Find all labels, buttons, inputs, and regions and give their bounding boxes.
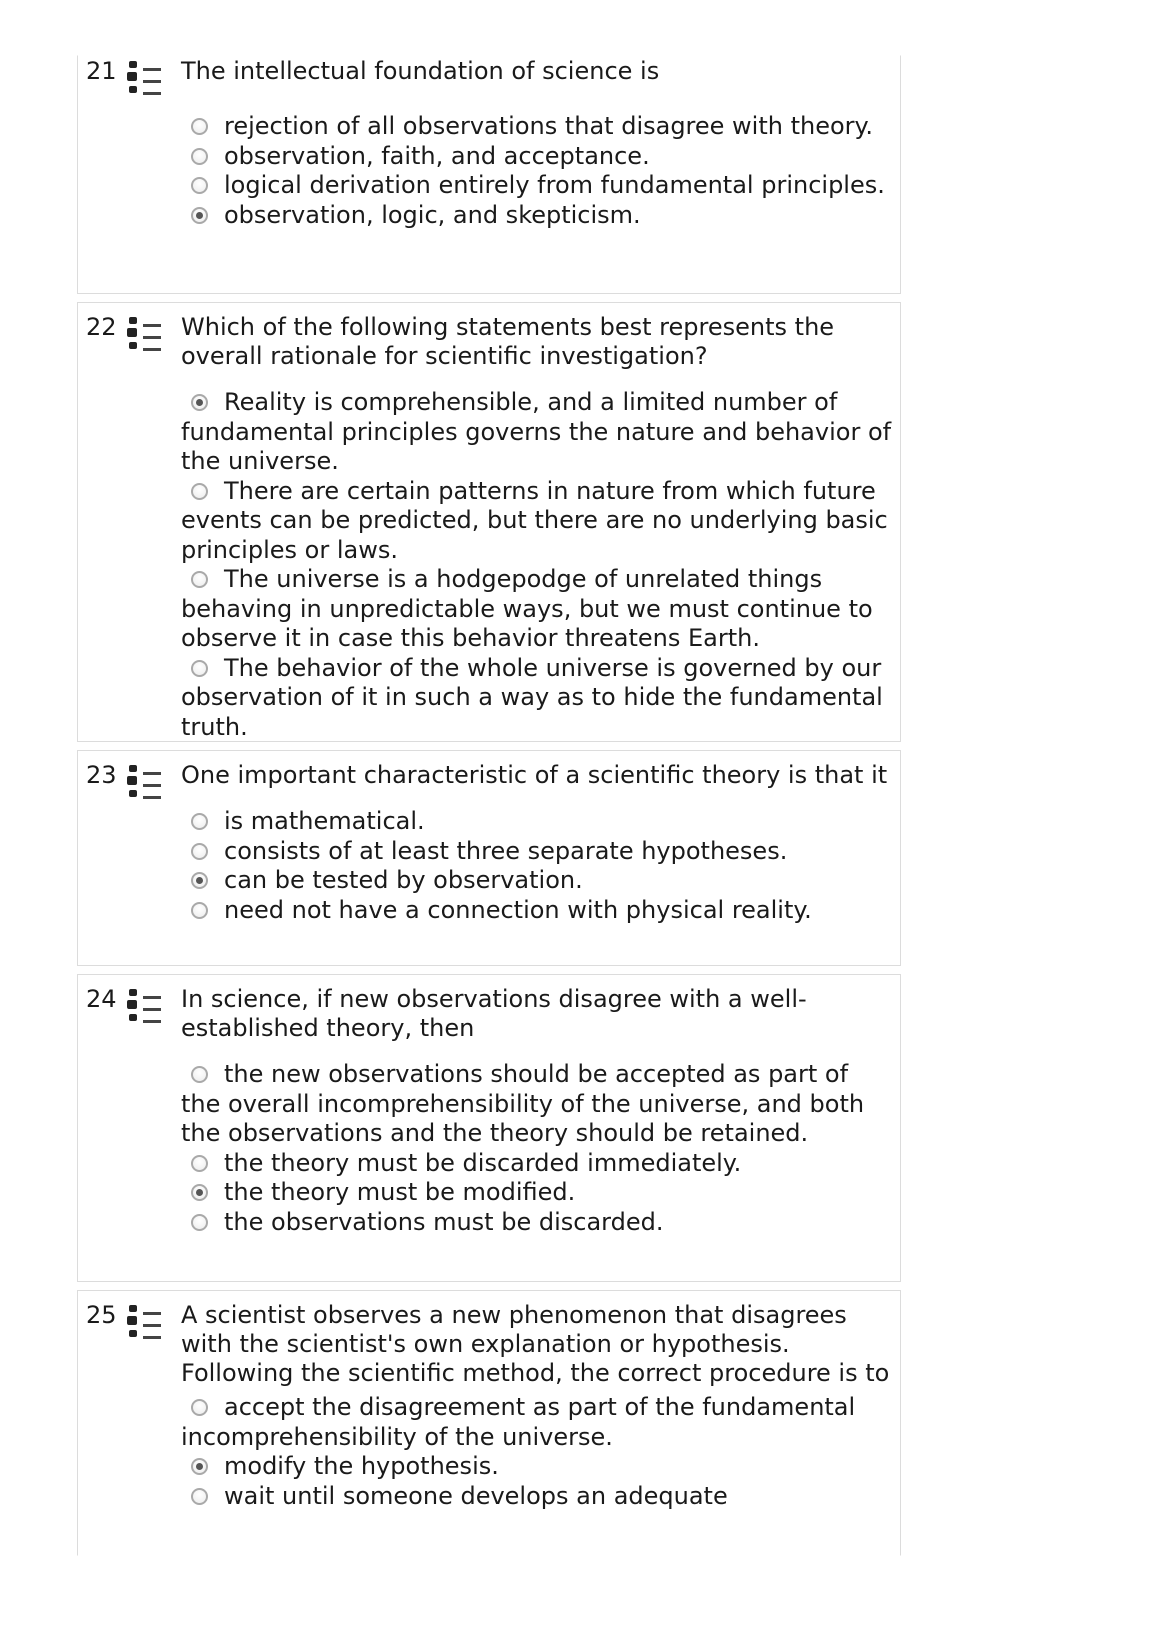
radio-button[interactable]	[191, 813, 208, 830]
radio-button-selected[interactable]	[191, 1458, 208, 1475]
question-body	[181, 303, 900, 742]
radio-button[interactable]	[191, 843, 208, 860]
choice-label: logical derivation entirely from fundamental principles.	[224, 171, 885, 199]
radio-button[interactable]	[191, 1066, 208, 1083]
choice-list	[181, 388, 894, 742]
choice-item[interactable]	[181, 866, 894, 896]
choice-item[interactable]	[181, 201, 894, 231]
choice-item[interactable]	[181, 477, 894, 566]
choice-label: observation, logic, and skepticism.	[224, 200, 641, 229]
choice-item[interactable]	[181, 142, 894, 172]
radio-button[interactable]	[191, 1399, 208, 1416]
radio-button[interactable]	[191, 483, 208, 500]
choice-item[interactable]	[181, 1149, 894, 1179]
radio-button[interactable]	[191, 660, 208, 677]
choice-list	[181, 807, 894, 925]
radio-button[interactable]	[191, 571, 208, 588]
choice-label: need not have a connection with physical reality.	[224, 895, 812, 924]
choice-item[interactable]	[181, 807, 894, 837]
question-list-icon[interactable]	[127, 1303, 167, 1349]
question-text: A scientist observes a new phenomenon that disagrees with the scientist's own explanation or hypothesis. Following the scientific method, the correct procedure is to	[181, 1301, 890, 1387]
question-list-icon[interactable]	[127, 763, 167, 809]
choice-label: rejection of all observations that disagree with theory.	[224, 112, 873, 140]
radio-button[interactable]	[191, 902, 208, 919]
choice-item[interactable]	[181, 1482, 894, 1512]
choice-item[interactable]	[181, 388, 894, 477]
choice-label: accept the disagreement as part of the fundamental incomprehensibility of the universe.	[181, 1393, 856, 1451]
radio-button[interactable]	[191, 1155, 208, 1172]
choice-item[interactable]	[181, 837, 894, 867]
radio-button[interactable]	[191, 177, 208, 194]
choice-label: The behavior of the whole universe is governed by our observation of it in such a way as to hide the fundamental truth.	[181, 653, 883, 741]
question-23	[77, 750, 901, 966]
choice-item[interactable]	[181, 565, 894, 654]
radio-button[interactable]	[191, 118, 208, 135]
choice-label: consists of at least three separate hypotheses.	[224, 836, 788, 865]
choice-list	[181, 1060, 894, 1237]
choice-label: Reality is comprehensible, and a limited number of fundamental principles governs the nature and behavior of the universe.	[181, 388, 892, 475]
choice-item[interactable]	[181, 171, 894, 201]
choice-label: the new observations should be accepted as part of the overall incomprehensibility of the universe, and both the observations and the theory should be retained.	[181, 1060, 865, 1147]
choice-label: the observations must be discarded.	[224, 1207, 664, 1236]
question-body	[181, 1291, 900, 1511]
radio-button-selected[interactable]	[191, 872, 208, 889]
choice-label: the theory must be modified.	[224, 1178, 576, 1206]
choice-item[interactable]	[181, 1060, 894, 1149]
question-24	[77, 974, 901, 1282]
radio-button[interactable]	[191, 148, 208, 165]
choice-item[interactable]	[181, 1178, 894, 1208]
question-number: 25	[86, 1301, 117, 1329]
question-22	[77, 302, 901, 742]
question-25	[77, 1290, 901, 1556]
question-list-icon[interactable]	[127, 987, 167, 1033]
question-number: 22	[86, 313, 117, 341]
question-text: In science, if new observations disagree with a well-established theory, then	[181, 985, 807, 1042]
choice-item[interactable]	[181, 1452, 894, 1482]
question-text: Which of the following statements best represents the overall rationale for scientific investigation?	[181, 313, 835, 370]
choice-list	[181, 112, 894, 230]
question-number: 23	[86, 761, 117, 789]
question-body	[181, 56, 900, 230]
choice-label: the theory must be discarded immediately.	[224, 1148, 742, 1177]
choice-label: observation, faith, and acceptance.	[224, 141, 650, 170]
choice-label: can be tested by observation.	[224, 866, 583, 894]
choice-label: The universe is a hodgepodge of unrelated things behaving in unpredictable ways, but we must continue to observe it in case this behavior threatens Earth.	[181, 565, 873, 652]
radio-button-selected[interactable]	[191, 207, 208, 224]
question-body	[181, 751, 900, 925]
question-text: The intellectual foundation of science is	[181, 57, 660, 85]
choice-item[interactable]	[181, 1393, 894, 1452]
choice-label: There are certain patterns in nature from which future events can be predicted, but there are no underlying basic principles or laws.	[181, 476, 888, 564]
radio-button[interactable]	[191, 1214, 208, 1231]
radio-button-selected[interactable]	[191, 394, 208, 411]
question-list-icon[interactable]	[127, 59, 167, 105]
choice-label: is mathematical.	[224, 807, 425, 835]
quiz-container	[77, 55, 901, 1556]
radio-button-selected[interactable]	[191, 1184, 208, 1201]
question-number: 24	[86, 985, 117, 1013]
choice-item[interactable]	[181, 1208, 894, 1238]
choice-label: wait until someone develops an adequate	[224, 1481, 728, 1510]
question-list-icon[interactable]	[127, 315, 167, 361]
choice-item[interactable]	[181, 112, 894, 142]
question-number: 21	[86, 57, 117, 85]
radio-button[interactable]	[191, 1488, 208, 1505]
question-body	[181, 975, 900, 1237]
choice-list	[181, 1393, 894, 1511]
choice-item[interactable]	[181, 654, 894, 743]
choice-label: modify the hypothesis.	[224, 1452, 499, 1480]
question-text: One important characteristic of a scientific theory is that it	[181, 761, 888, 789]
question-21	[77, 55, 901, 294]
choice-item[interactable]	[181, 896, 894, 926]
